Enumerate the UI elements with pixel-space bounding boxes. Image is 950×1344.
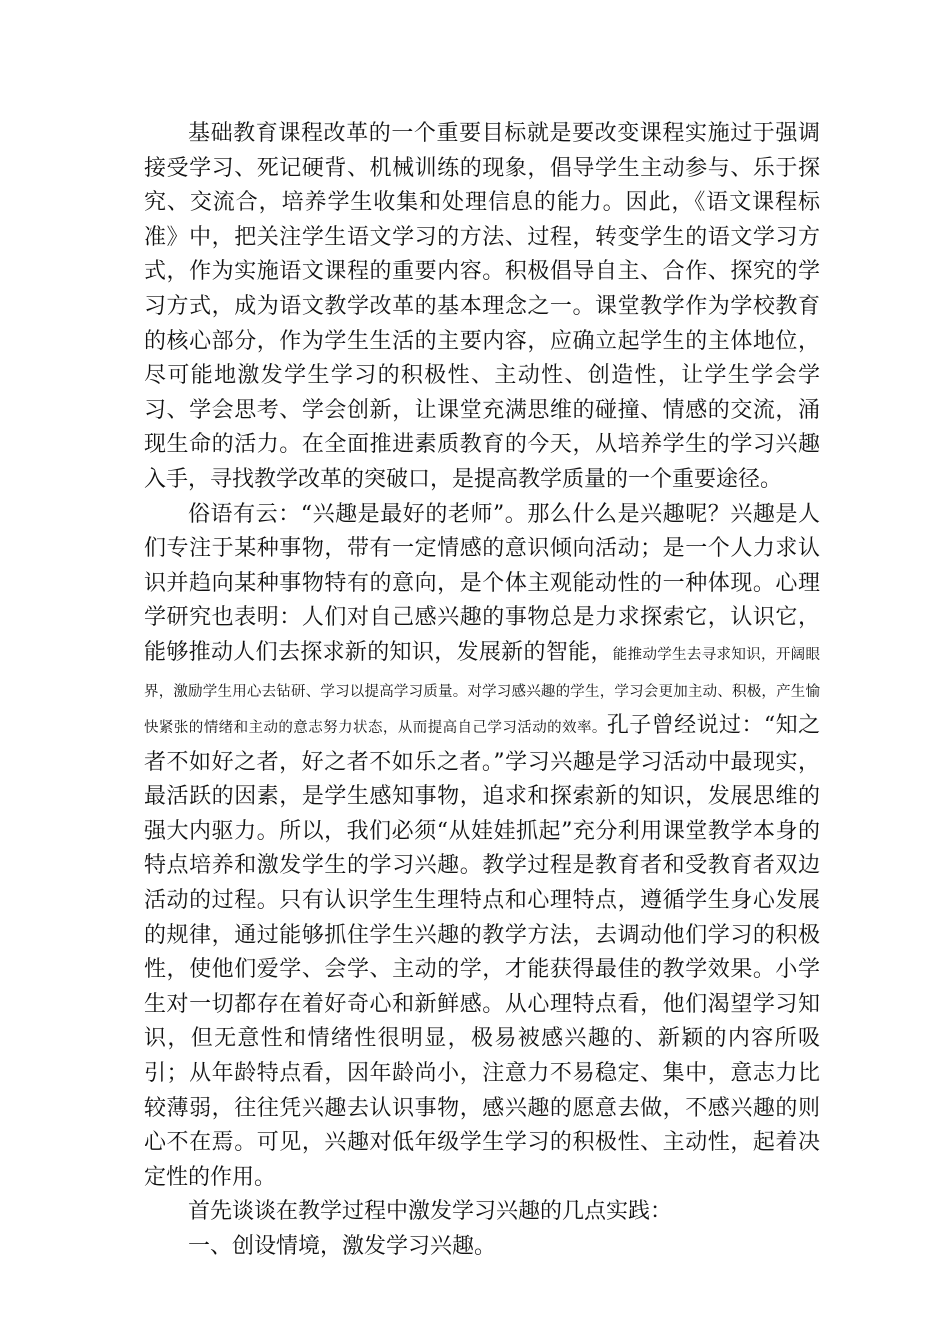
paragraph-interest bbox=[144, 498, 820, 1196]
paragraph-interest-part1: 俗语有云：“兴趣是最好的老师”。那么什么是兴趣呢？兴趣是人们专注于某种事物，带有一定情感的意识倾向活动；是一个人力求认识并趋向某种事物特有的意向，是个体主观能动性的一种体现。心理学研究也表明：人们对自己感兴趣的事物总是力求探索它，认识它，能够推动人们去探求新的知识，发展新的智能， bbox=[144, 501, 820, 665]
paragraph-practice-intro: 首先谈谈在教学过程中激发学习兴趣的几点实践： bbox=[188, 1199, 673, 1225]
paragraph-interest-small-text: 能推动学生去寻求知识，开阔眼界，激励学生用心去钻研、学习以提高学习质量。对学习感兴趣的学生，学习会更加主动、积极，产生愉快紧张的情绪和主动的意志努力状态，从而提高自己学习活动的效率。 bbox=[144, 646, 820, 737]
section-heading-1: 一、创设情境，激发学习兴趣。 bbox=[188, 1234, 497, 1259]
paragraph-intro: 基础教育课程改革的一个重要目标就是要改变课程实施过于强调接受学习、死记硬背、机械训练的现象，倡导学生主动参与、乐于探究、交流合，培养学生收集和处理信息的能力。因此，《语文课程标准》中，把关注学生语文学习的方法、过程，转变学生的语文学习方式，作为实施语文课程的重要内容。积极倡导自主、合作、探究的学习方式，成为语文教学改革的基本理念之一。课堂教学作为学校教育的核心部分，作为学生生活的主要内容，应确立起学生的主体地位，尽可能地激发学生学习的积极性、主动性、创造性，让学生学会学习、学会思考、学会创新，让课堂充满思维的碰撞、情感的交流，涌现生命的活力。在全面推进素质教育的今天，从培养学生的学习兴趣入手，寻找教学改革的突破口，是提高教学质量的一个重要途径。 bbox=[144, 121, 820, 492]
paragraph-interest-part2: 孔子曾经说过：“知之者不如好之者，好之者不如乐之者。”学习兴趣是学习活动中最现实，最活跃的因素，是学生感知事物，追求和探索新的知识，发展思维的强大内驱力。所以，我们必须“从娃娃抓起”充分利用课堂教学本身的特点培养和激发学生的学习兴趣。教学过程是教育者和受教育者双边活动的过程。只有认识学生生理特点和心理特点，遵循学生身心发展的规律，通过能够抓住学生兴趣的教学方法，去调动他们学习的积极性，使他们爱学、会学、主动的学，才能获得最佳的教学效果。小学生对一切都存在着好奇心和新鲜感。从心理特点看，他们渴望学习知识，但无意性和情绪性很明显，极易被感兴趣的、新颖的内容所吸引；从年龄特点看，因年龄尚小，注意力不易稳定、集中，意志力比较薄弱，往往凭兴趣去认识事物，感兴趣的愿意去做，不感兴趣的则心不在焉。可见，兴趣对低年级学生学习的积极性、主动性，起着决定性的作用。 bbox=[144, 713, 821, 1190]
document-body bbox=[144, 117, 820, 1265]
